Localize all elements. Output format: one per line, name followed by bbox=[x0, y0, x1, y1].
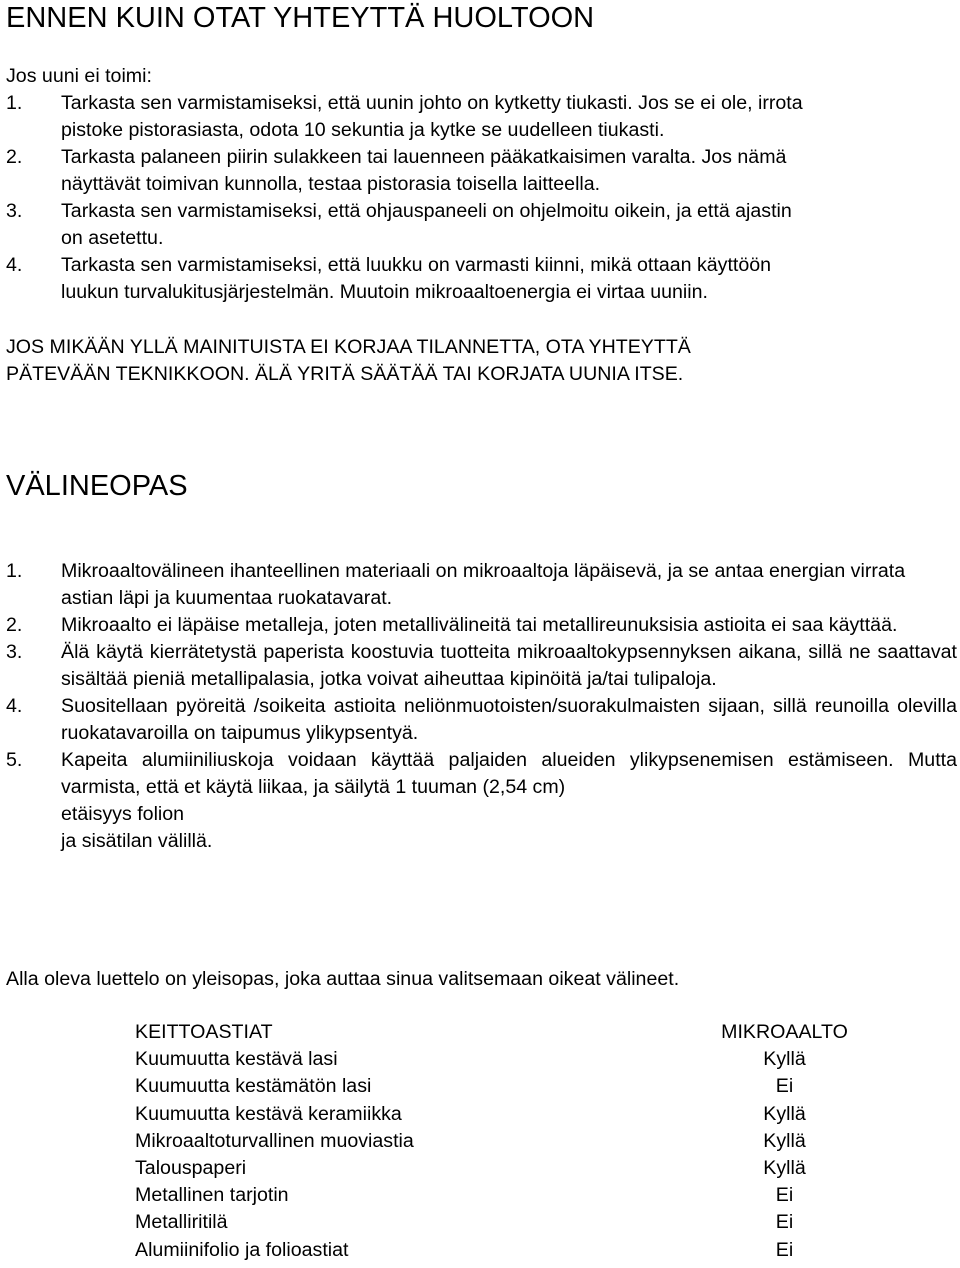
section-title: VÄLINEOPAS bbox=[6, 470, 188, 502]
intro-text: Jos uuni ei toimi: bbox=[6, 65, 152, 87]
list-item-number: 4. bbox=[6, 695, 23, 717]
list-item-line: Tarkasta sen varmistamiseksi, että luukku on varmasti kiinni, mikä ottaan käyttöön bbox=[61, 254, 772, 276]
table-cell-value: Ei bbox=[775, 1211, 794, 1234]
guide-list bbox=[0, 558, 960, 855]
table-cell-item: Alumiinifolio ja folioastiat bbox=[135, 1238, 349, 1261]
list-item-line: pistoke pistorasiasta, odota 10 sekuntia ja kytke se uudelleen tiukasti. bbox=[61, 119, 665, 141]
table-cell-item: Kuumuutta kestävä lasi bbox=[135, 1048, 338, 1071]
table-row bbox=[135, 1073, 895, 1100]
table-cell-item: Metallinen tarjotin bbox=[135, 1184, 289, 1207]
list-item-number: 4. bbox=[6, 254, 23, 276]
list-item bbox=[0, 693, 960, 747]
table-row bbox=[135, 1209, 895, 1236]
table-cell-value: Kyllä bbox=[763, 1048, 806, 1071]
list-item-text bbox=[61, 747, 957, 855]
list-item-number: 3. bbox=[6, 200, 23, 222]
table-cell-value: Kyllä bbox=[763, 1102, 806, 1125]
table-cell-value: Kyllä bbox=[763, 1156, 806, 1179]
list-item-number: 5. bbox=[6, 749, 23, 771]
list-item-line: näyttävät toimivan kunnolla, testaa pistorasia toisella laitteella. bbox=[61, 173, 601, 195]
table-cell-value: Ei bbox=[775, 1184, 794, 1207]
list-item-line: etäisyys folion bbox=[61, 803, 185, 825]
table-header-microwave: MIKROAALTO bbox=[721, 1021, 848, 1043]
table-row bbox=[135, 1101, 895, 1128]
list-item bbox=[0, 558, 960, 612]
list-item-text bbox=[61, 252, 957, 306]
list-item-line: Tarkasta palaneen piirin sulakkeen tai lauenneen pääkatkaisimen varalta. Jos nämä bbox=[61, 146, 787, 168]
list-item bbox=[0, 144, 960, 198]
table-cell-value: Ei bbox=[775, 1238, 794, 1261]
list-item bbox=[0, 747, 960, 855]
table-cell-item: Kuumuutta kestämätön lasi bbox=[135, 1075, 372, 1098]
list-item bbox=[0, 639, 960, 693]
page-title: ENNEN KUIN OTAT YHTEYTTÄ HUOLTOON bbox=[6, 2, 595, 34]
list-item-text: Suositellaan pyöreitä /soikeita astioita neliönmuotoisten/suorakulmaisten sijaan, sillä reunoilla olevilla ruokatavaroilla on taipumus ylikypsentyä. bbox=[61, 695, 957, 744]
list-item bbox=[0, 90, 960, 144]
table-cell-value: Ei bbox=[775, 1075, 794, 1098]
table-row bbox=[135, 1237, 895, 1264]
list-item-number: 1. bbox=[6, 560, 23, 582]
table-row bbox=[135, 1046, 895, 1073]
table-cell-item: Kuumuutta kestävä keramiikka bbox=[135, 1102, 402, 1125]
list-item-line: Tarkasta sen varmistamiseksi, että uunin johto on kytketty tiukasti. Jos se ei ole, irrota bbox=[61, 92, 803, 114]
table-row bbox=[135, 1155, 895, 1182]
list-item-line: on asetettu. bbox=[61, 227, 164, 249]
list-item-text bbox=[61, 144, 957, 198]
warning-text bbox=[6, 334, 691, 388]
list-item-text: Mikroaaltovälineen ihanteellinen materiaali on mikroaaltoja läpäisevä, ja se antaa energian virrata astian läpi ja kuumentaa ruokatavarat. bbox=[61, 560, 906, 609]
table-cell-item: Mikroaaltoturvallinen muoviastia bbox=[135, 1129, 414, 1152]
list-item-text bbox=[61, 198, 957, 252]
warning-line: PÄTEVÄÄN TEKNIKKOON. ÄLÄ YRITÄ SÄÄTÄÄ TAI KORJATA UUNIA ITSE. bbox=[6, 363, 684, 385]
table-cell-item: Metalliritilä bbox=[135, 1211, 228, 1234]
table-row bbox=[135, 1128, 895, 1155]
list-item-text: Älä käytä kierrätetystä paperista koostuvia tuotteita mikroaaltokypsennyksen aikana, sillä ne saattavat sisältää pieniä metallipalasia, jotka voivat aiheuttaa kipinöitä ja/tai tulipaloja. bbox=[61, 641, 957, 690]
list-item-number: 1. bbox=[6, 92, 23, 114]
cookware-table bbox=[135, 1019, 895, 1264]
troubleshooting-list bbox=[0, 90, 960, 306]
list-item-text bbox=[61, 90, 957, 144]
table-header-cookware: KEITTOASTIAT bbox=[135, 1021, 273, 1043]
table-cell-value: Kyllä bbox=[763, 1129, 806, 1152]
list-item-line: ja sisätilan välillä. bbox=[61, 830, 213, 852]
list-item-line: luukun turvalukitusjärjestelmän. Muutoin mikroaaltoenergia ei virtaa uuniin. bbox=[61, 281, 708, 303]
list-item-number: 3. bbox=[6, 641, 23, 663]
table-row bbox=[135, 1182, 895, 1209]
list-item-text: Mikroaalto ei läpäise metalleja, joten metallivälineitä tai metallireunuksisia astioita ei saa käyttää. bbox=[61, 614, 898, 636]
list-item-line: Tarkasta sen varmistamiseksi, että ohjauspaneeli on ohjelmoitu oikein, ja että ajastin bbox=[61, 200, 792, 222]
list-item-line: Kapeita alumiiniliuskoja voidaan käyttää paljaiden alueiden ylikypsenemisen estämiseen. Mutta varmista, että et käytä liikaa, ja säilytä 1 tuuman (2,54 cm) bbox=[61, 749, 957, 798]
list-item-number: 2. bbox=[6, 146, 23, 168]
list-item bbox=[0, 252, 960, 306]
list-intro-text: Alla oleva luettelo on yleisopas, joka auttaa sinua valitsemaan oikeat välineet. bbox=[6, 968, 680, 990]
warning-line: JOS MIKÄÄN YLLÄ MAINITUISTA EI KORJAA TILANNETTA, OTA YHTEYTTÄ bbox=[6, 336, 691, 358]
table-header-row bbox=[135, 1019, 895, 1046]
list-item-number: 2. bbox=[6, 614, 23, 636]
list-item bbox=[0, 612, 960, 639]
list-item bbox=[0, 198, 960, 252]
table-cell-item: Talouspaperi bbox=[135, 1156, 247, 1179]
